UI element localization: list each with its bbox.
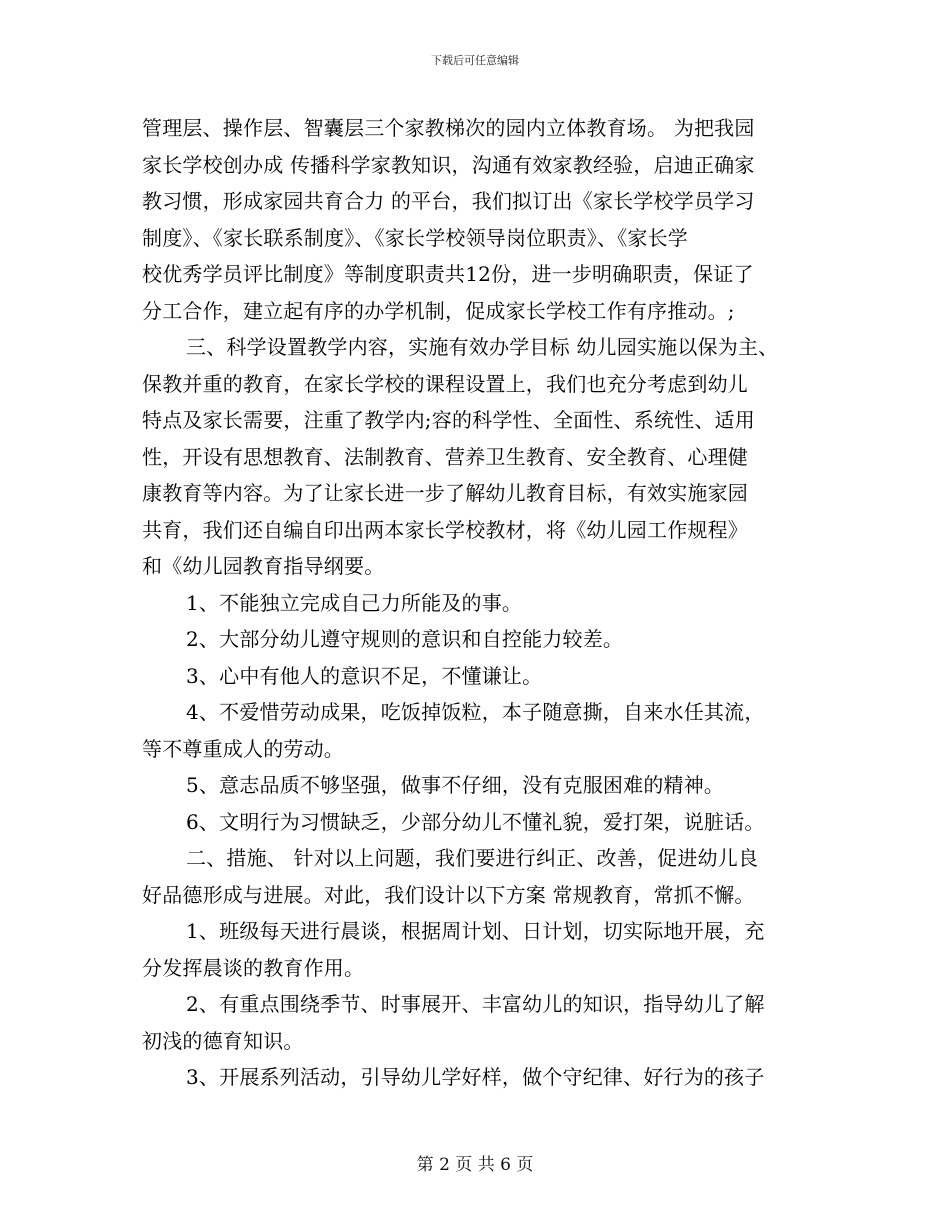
text-line: 教习惯，形成家园共育合力 的平台，我们拟订出《家长学校学员学习 [142, 189, 755, 213]
text-line: 性，开设有思想教育、法制教育、营养卫生教育、安全教育、心理健 [142, 444, 748, 469]
text-line: 二、措施、 针对以上问题，我们要进行纠正、改善，促进幼儿良 [186, 846, 759, 870]
text-line: 三、科学设置教学内容，实施有效办学目标 幼儿园实施以保为主、 [186, 335, 779, 359]
text-line: 和《幼儿园教育指导纲要。 [142, 554, 385, 578]
page-number-footer: 第 2 页 共 6 页 [416, 1155, 534, 1175]
text-line: 初浅的德育知识。 [142, 1028, 304, 1053]
text-line: 2、有重点围绕季节、时事展开、丰富幼儿的知识，指导幼儿了解 [186, 992, 765, 1016]
text-line: 6、文明行为习惯缺乏，少部分幼儿不懂礼貌，爱打架，说脏话。 [186, 809, 765, 834]
text-line: 保教并重的教育，在家长学校的课程设置上，我们也充分考虑到幼儿 [142, 371, 748, 396]
text-line: 3、开展系列活动，引导幼儿学好样，做个守纪律、好行为的孩子 [186, 1065, 765, 1089]
text-line: 校优秀学员评比制度》等制度职责共12份，进一步明确职责，保证了 [142, 262, 754, 286]
text-line: 好品德形成与进展。对此，我们设计以下方案 常规教育，常抓不懈。 [142, 882, 755, 907]
document-body [142, 110, 822, 1096]
text-line: 5、意志品质不够坚强，做事不仔细，没有克服困难的精神。 [186, 773, 725, 797]
text-line: 共育，我们还自编自印出两本家长学校教材，将《幼儿园工作规程》 [142, 517, 748, 542]
text-line: 3、心中有他人的意识不足，不懂谦让。 [186, 663, 543, 688]
text-line: 制度》、《家长联系制度》、《家长学校领导岗位职责》、《家长学 [142, 225, 688, 250]
text-line: 家长学校创办成 传播科学家教知识，沟通有效家教经验，启迪正确家 [142, 152, 755, 177]
text-line: 1、班级每天进行晨谈，根据周计划、日计划，切实际地开展，充 [186, 919, 765, 943]
text-line: 康教育等内容。为了让家长进一步了解幼儿教育目标，有效实施家园 [142, 481, 748, 505]
text-line: 分发挥晨谈的教育作用。 [142, 955, 365, 980]
text-line: 等不尊重成人的劳动。 [142, 736, 344, 761]
text-line: 4、不爱惜劳动成果，吃饭掉饭粒，本子随意撕，自来水任其流， [186, 700, 765, 724]
text-line: 1、不能独立完成自己力所能及的事。 [186, 590, 523, 615]
text-line: 2、大部分幼儿遵守规则的意识和自控能力较差。 [186, 627, 624, 651]
page-header: 下载后可任意编辑 [431, 54, 519, 67]
text-line: 分工合作，建立起有序的办学机制，促成家长学校工作有序推动。; [142, 298, 735, 323]
text-line: 特点及家长需要，注重了教学内;容的科学性、全面性、系统性、适用 [142, 408, 755, 432]
text-line: 管理层、操作层、智囊层三个家教梯次的园内立体教育场。 为把我园 [142, 116, 755, 140]
